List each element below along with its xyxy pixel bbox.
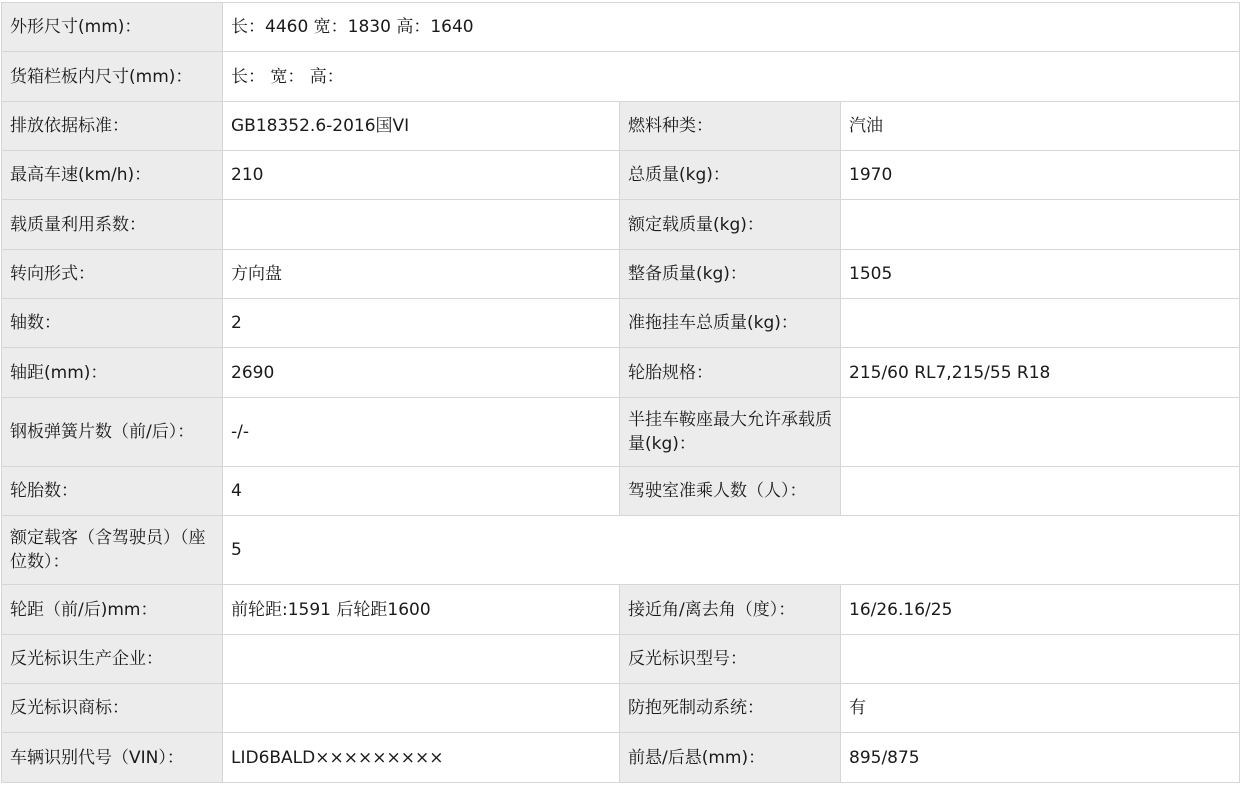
spec-row [2,151,1240,200]
spec-value: 有 [841,684,1240,733]
spec-label: 半挂车鞍座最大允许承载质量(kg)： [620,398,841,467]
spec-row [2,3,1240,52]
spec-label: 反光标识生产企业： [2,635,223,684]
spec-row [2,733,1240,783]
spec-label: 反光标识型号： [620,635,841,684]
spec-label: 反光标识商标： [2,684,223,733]
spec-value: 前轮距:1591 后轮距1600 [223,585,620,635]
spec-label: 车辆识别代号（VIN）： [2,733,223,783]
spec-label: 驾驶室准乘人数（人）： [620,467,841,516]
spec-label: 额定载客（含驾驶员）（座位数）： [2,516,223,585]
spec-value [841,398,1240,467]
spec-row [2,102,1240,151]
spec-label: 前悬/后悬(mm)： [620,733,841,783]
spec-value: 210 [223,151,620,200]
spec-label: 轴距(mm)： [2,348,223,398]
spec-row [2,467,1240,516]
spec-value: -/- [223,398,620,467]
spec-label: 载质量利用系数： [2,200,223,250]
spec-value: 汽油 [841,102,1240,151]
spec-label: 准拖挂车总质量(kg)： [620,299,841,348]
spec-value: 方向盘 [223,250,620,299]
spec-table-body [2,3,1240,783]
spec-value: 16/26.16/25 [841,585,1240,635]
spec-row [2,684,1240,733]
spec-label: 轮距（前/后)mm： [2,585,223,635]
spec-value [223,200,620,250]
spec-label: 防抱死制动系统： [620,684,841,733]
spec-label: 外形尺寸(mm)： [2,3,223,52]
spec-label: 轮胎数： [2,467,223,516]
spec-label: 轮胎规格： [620,348,841,398]
spec-label: 钢板弹簧片数（前/后）： [2,398,223,467]
spec-value: 895/875 [841,733,1240,783]
spec-value: 4 [223,467,620,516]
spec-label: 货箱栏板内尺寸(mm)： [2,52,223,102]
spec-label: 接近角/离去角（度）： [620,585,841,635]
spec-row [2,398,1240,467]
spec-value: 长：4460 宽：1830 高：1640 [223,3,1240,52]
spec-row [2,52,1240,102]
spec-row [2,250,1240,299]
spec-label: 排放依据标准： [2,102,223,151]
vehicle-spec-table [1,2,1240,783]
spec-value: 215/60 RL7,215/55 R18 [841,348,1240,398]
spec-row [2,299,1240,348]
spec-value: 长： 宽： 高： [223,52,1240,102]
spec-value: 2690 [223,348,620,398]
spec-row [2,585,1240,635]
spec-label: 总质量(kg)： [620,151,841,200]
spec-label: 燃料种类： [620,102,841,151]
spec-label: 转向形式： [2,250,223,299]
spec-value: 5 [223,516,1240,585]
spec-row [2,348,1240,398]
spec-value [223,635,620,684]
spec-label: 额定载质量(kg)： [620,200,841,250]
spec-row [2,200,1240,250]
spec-value: 1505 [841,250,1240,299]
spec-value [841,299,1240,348]
spec-label: 整备质量(kg)： [620,250,841,299]
spec-value [841,200,1240,250]
spec-value [841,635,1240,684]
spec-row [2,635,1240,684]
spec-value: GB18352.6-2016国VI [223,102,620,151]
spec-value: LID6BALD××××××××× [223,733,620,783]
spec-value: 1970 [841,151,1240,200]
spec-value [223,684,620,733]
spec-value: 2 [223,299,620,348]
spec-label: 最高车速(km/h)： [2,151,223,200]
spec-value [841,467,1240,516]
spec-label: 轴数： [2,299,223,348]
spec-row [2,516,1240,585]
